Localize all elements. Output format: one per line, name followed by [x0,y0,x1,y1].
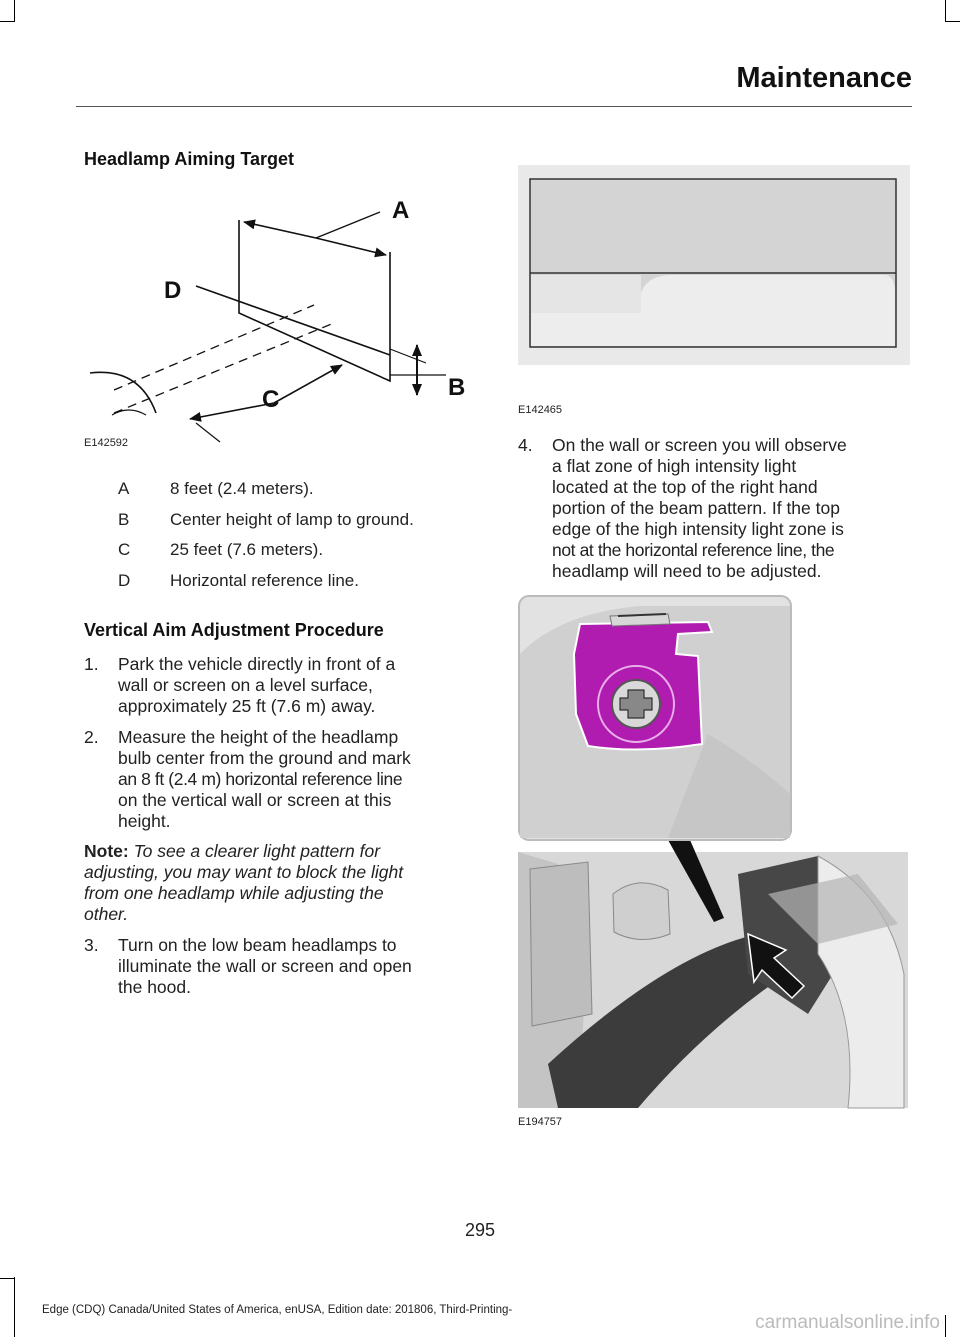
step-line: On the wall or screen you will observe [552,435,847,455]
headlamp-adjuster-figure [518,594,910,1110]
figure-code: E194757 [518,1116,563,1128]
label-d: D [164,277,182,304]
note [84,841,484,925]
step-line: height. [118,811,171,831]
step-line: illuminate the wall or screen and open [118,956,412,976]
step-1 [84,654,484,717]
page-number: 295 [464,1220,496,1240]
legend-value: Horizontal reference line. [170,571,359,590]
section-heading-aiming-target: Headlamp Aiming Target [84,149,295,169]
beam-pattern-figure [518,165,910,365]
step-line: edge of the high intensity light zone is [552,519,844,539]
watermark: carmanualsonline.info [755,1312,940,1333]
step-line: approximately 25 ft (7.6 m) away. [118,696,376,716]
step-line: Turn on the low beam headlamps to [118,935,397,955]
step-line: bulb center from the ground and mark [118,748,411,768]
label-a: A [392,197,410,224]
crop-mark [14,0,15,22]
page-title: Maintenance [736,62,912,94]
step-line: located at the top of the right hand [552,477,818,497]
header-divider [76,106,912,107]
crop-mark [0,1278,14,1279]
step-line: headlamp will need to be adjusted. [552,561,822,581]
legend-key: A [118,479,130,498]
step-2 [84,727,484,832]
crop-mark [14,1277,15,1337]
step-3 [84,935,484,998]
crop-mark [945,1315,946,1337]
step-number: 2. [84,727,99,747]
note-line: from one headlamp while adjusting the [84,883,384,903]
footer-edition: Edge (CDQ) Canada/United States of America, enUSA, Edition date: 201806, Third-Printing- [42,1304,513,1316]
step-number: 3. [84,935,99,955]
legend-value: 8 feet (2.4 meters). [170,479,314,498]
step-line: portion of the beam pattern. If the top [552,498,840,518]
figure-code: E142592 [84,437,129,449]
step-line: Park the vehicle directly in front of a [118,654,396,674]
step-line: an 8 ft (2.4 m) horizontal reference line [118,769,403,789]
note-line: other. [84,904,129,924]
legend-value: Center height of lamp to ground. [170,510,414,529]
crop-mark [945,0,946,22]
step-line: Measure the height of the headlamp [118,727,399,747]
note-line: adjusting, you may want to block the light [84,862,404,882]
step-line: wall or screen on a level surface, [118,675,373,695]
step-4 [518,435,918,582]
step-line: the hood. [118,977,191,997]
section-heading-vertical-aim: Vertical Aim Adjustment Procedure [84,620,384,640]
note-label: Note: [84,841,129,861]
legend-key: C [118,540,131,559]
figure-code: E142465 [518,404,563,416]
step-number: 4. [518,435,533,455]
aiming-target-diagram [84,185,484,460]
note-line: To see a clearer light pattern for [133,841,381,861]
legend-key: D [118,571,131,590]
step-line: a flat zone of high intensity light [552,456,797,476]
label-b: B [448,374,466,401]
step-line: on the vertical wall or screen at this [118,790,392,810]
step-line: not at the horizontal reference line, the [552,540,835,560]
step-number: 1. [84,654,99,674]
crop-mark [946,21,960,22]
crop-mark [0,21,14,22]
legend-value: 25 feet (7.6 meters). [170,540,324,559]
legend-key: B [118,510,130,529]
label-c: C [262,386,280,413]
